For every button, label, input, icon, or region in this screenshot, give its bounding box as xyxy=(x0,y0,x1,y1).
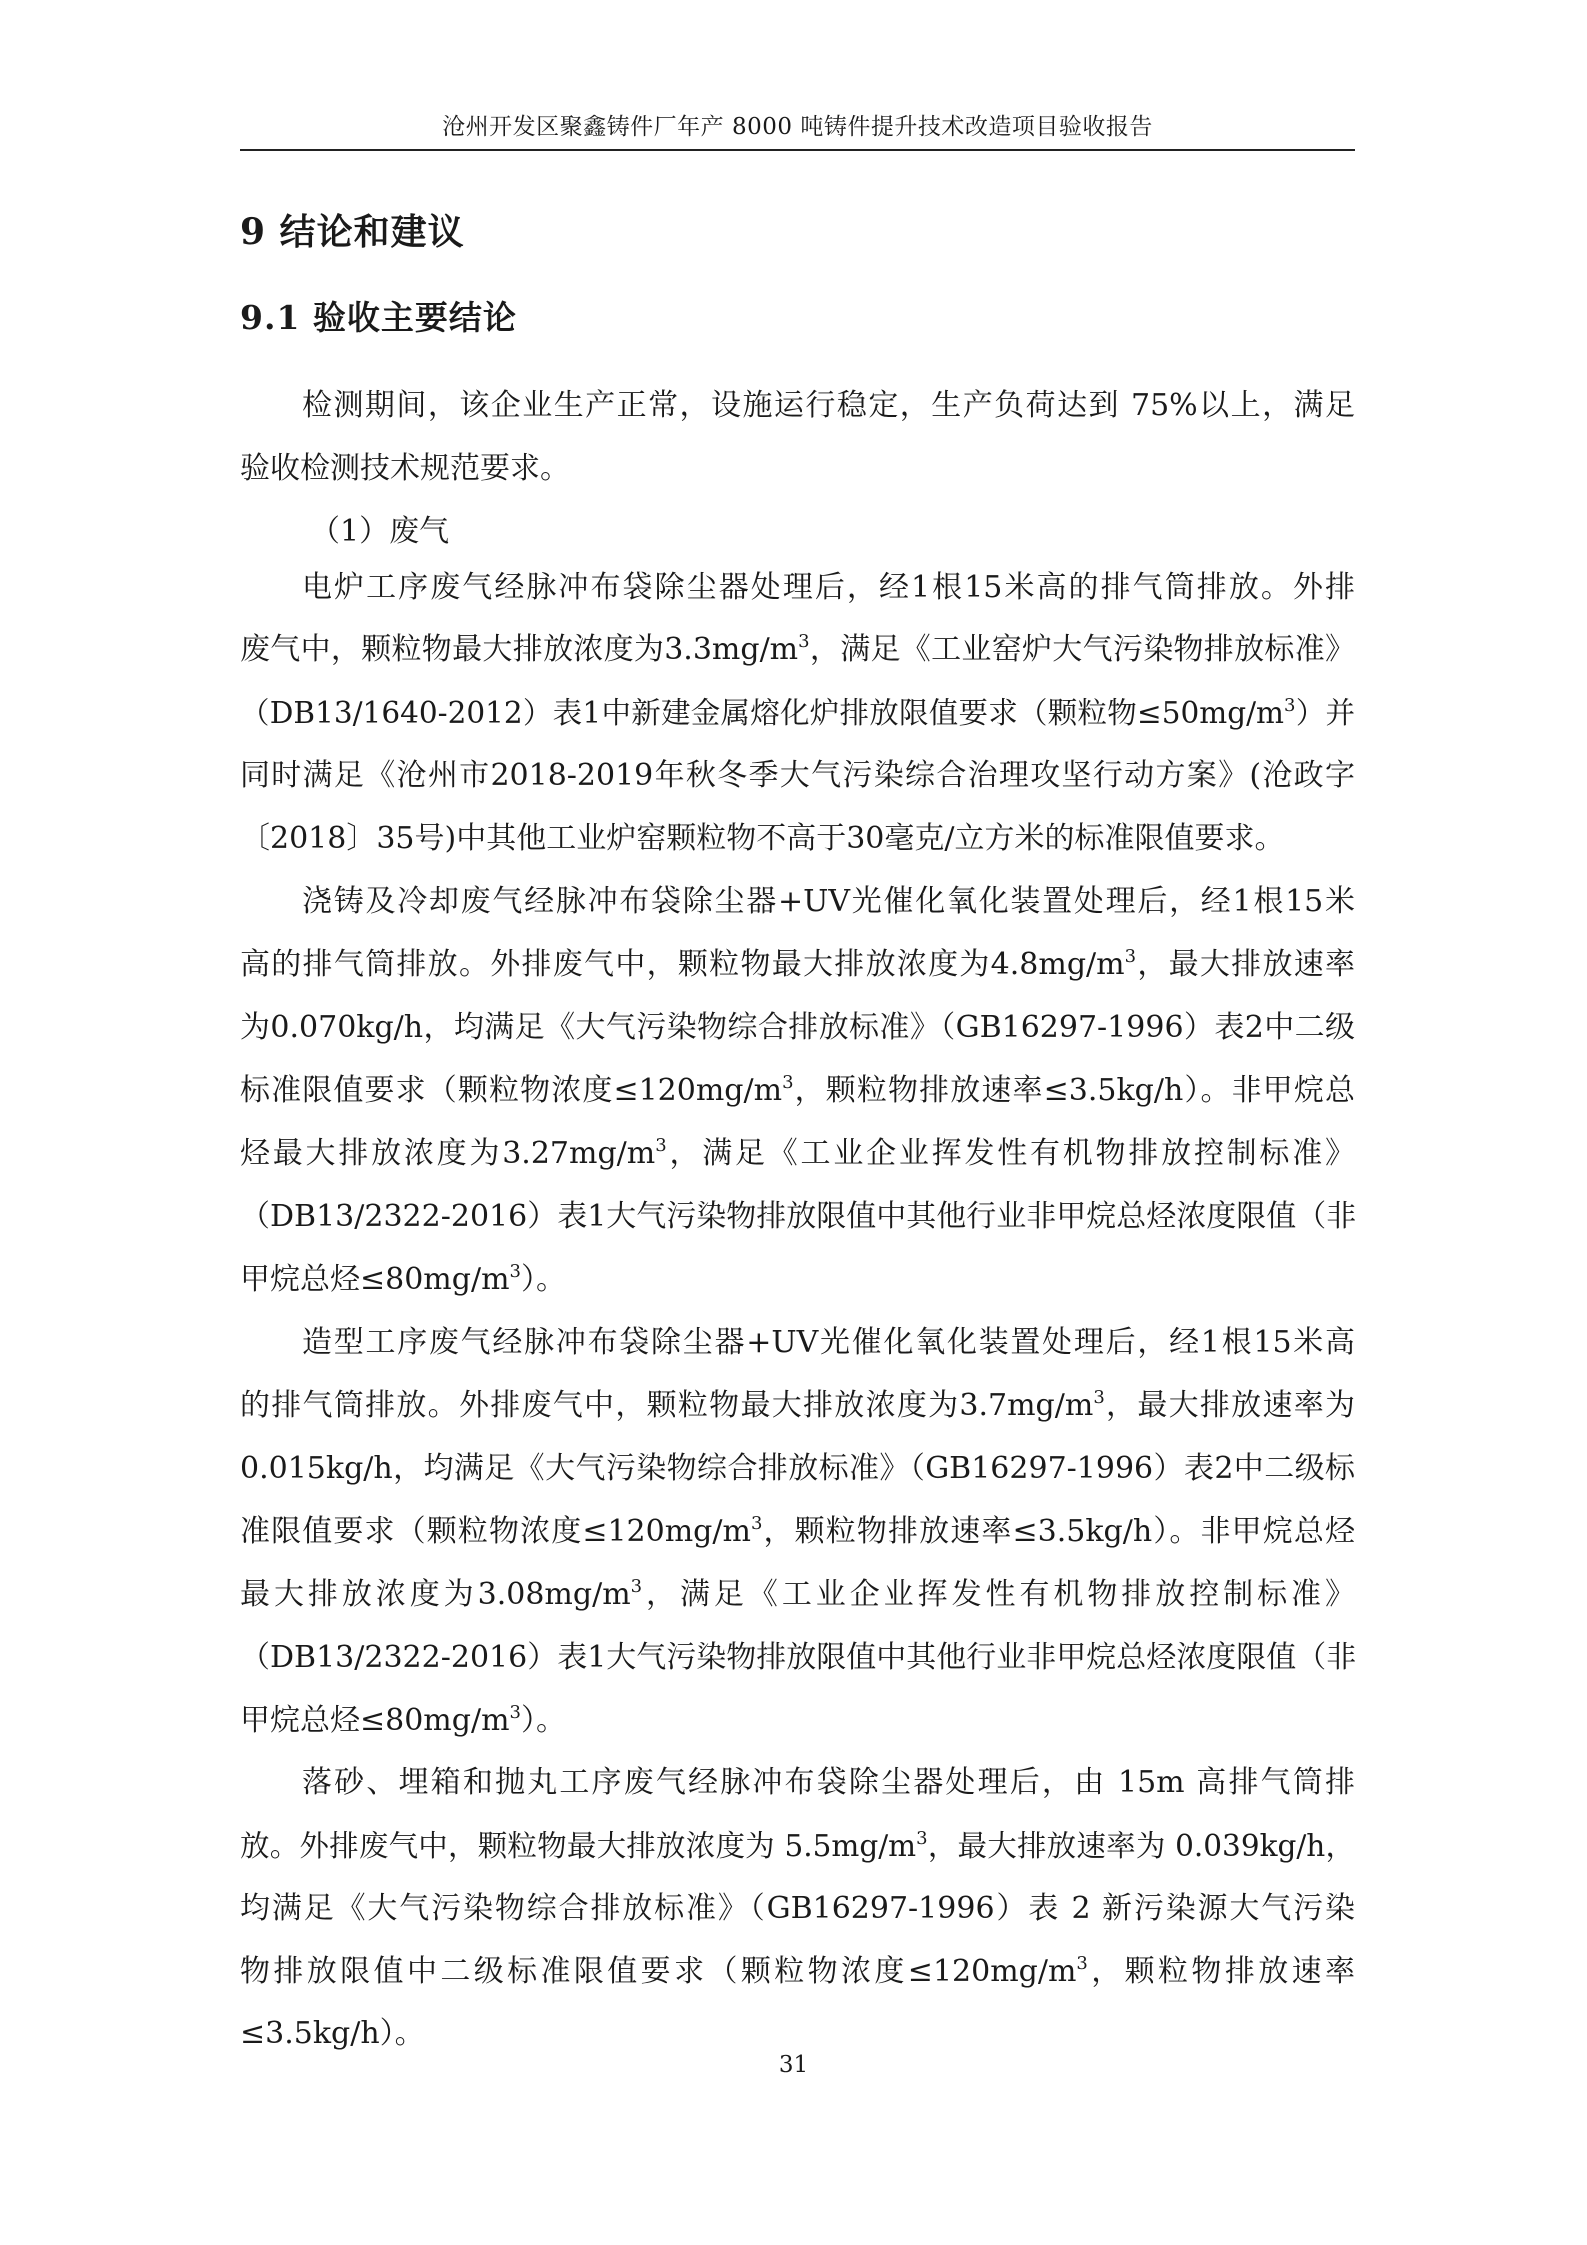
text-line: （DB13/2322-2016）表1大气污染物排放限值中其他行业非甲烷总烃浓度限值（非 xyxy=(240,1199,1357,1234)
subsection-heading: 9.1 验收主要结论 xyxy=(240,298,517,337)
text-line: 物排放限值中二级标准限值要求（颗粒物浓度$\le 120mg/m^3$，颗粒物排放速率 xyxy=(240,1953,1355,1989)
text-line: ≤3.5kg/h）。 xyxy=(240,2016,425,2051)
text-line: 0.015kg/h，均满足《大气污染物综合排放标准》（GB16297-1996）表2中二级标 xyxy=(240,1451,1355,1486)
section-heading: 9 结论和建议 xyxy=(240,211,465,253)
text-line: 的排气筒排放。外排废气中，颗粒物最大排放浓度为$3.7mg/m^3$，最大排放速率为 xyxy=(240,1387,1356,1423)
text-line: 〔2018〕35号)中其他工业炉窑颗粒物不高于30毫克/立方米的标准限值要求。 xyxy=(240,821,1285,856)
text-line: 同时满足《沧州市2018-2019年秋冬季大气污染综合治理攻坚行动方案》(沧政字 xyxy=(240,758,1355,793)
text-line: 验收检测技术规范要求。 xyxy=(240,451,570,486)
text-line: 浇铸及冷却废气经脉冲布袋除尘器+UV光催化氧化装置处理后，经1根15米 xyxy=(302,884,1355,919)
text-line: 落砂、埋箱和抛丸工序废气经脉冲布袋除尘器处理后，由 15m 高排气筒排 xyxy=(302,1765,1355,1800)
text-line: （DB13/1640-2012）表1中新建金属熔化炉排放限值要求（颗粒物$\le 50mg/m^3$）并 xyxy=(240,695,1355,730)
text-line: 放。外排废气中，颗粒物最大排放浓度为 $5.5mg/m^3$，最大排放速率为 0.039kg/h， xyxy=(240,1828,1356,1863)
text-line: （DB13/2322-2016）表1大气污染物排放限值中其他行业非甲烷总烃浓度限值（非 xyxy=(240,1640,1357,1675)
text-line: 造型工序废气经脉冲布袋除尘器+UV光催化氧化装置处理后，经1根15米高 xyxy=(302,1325,1355,1360)
text-line: 检测期间，该企业生产正常，设施运行稳定，生产负荷达到 75%以上，满足 xyxy=(302,388,1355,423)
running-header: 沧州开发区聚鑫铸件厂年产 8000 吨铸件提升技术改造项目验收报告 xyxy=(442,114,1153,140)
list-label: （1）废气 xyxy=(310,514,450,549)
text-line: 高的排气筒排放。外排废气中，颗粒物最大排放浓度为$4.8mg/m^3$，最大排放速率 xyxy=(240,946,1355,982)
text-line: 为0.070kg/h，均满足《大气污染物综合排放标准》（GB16297-1996）表2中二级 xyxy=(240,1010,1355,1045)
text-line: 标准限值要求（颗粒物浓度$\le 120mg/m^3$，颗粒物排放速率≤3.5kg/h）。非甲烷总 xyxy=(240,1072,1355,1108)
text-line: 烃最大排放浓度为$3.27mg/m^3$，满足《工业企业挥发性有机物排放控制标准》 xyxy=(240,1135,1355,1171)
text-line: 均满足《大气污染物综合排放标准》（GB16297-1996）表 2 新污染源大气污染 xyxy=(240,1891,1355,1926)
text-line: 最大排放浓度为$3.08mg/m^3$，满足《工业企业挥发性有机物排放控制标准》 xyxy=(240,1576,1355,1612)
text-line: 甲烷总烃$\le 80mg/m^3$）。 xyxy=(240,1702,566,1738)
text-line: 电炉工序废气经脉冲布袋除尘器处理后，经1根15米高的排气筒排放。外排 xyxy=(302,570,1355,605)
text-line: 废气中，颗粒物最大排放浓度为$3.3mg/m^3$，满足《工业窑炉大气污染物排放标准》 xyxy=(240,631,1356,667)
header-rule xyxy=(240,149,1355,151)
text-line: 准限值要求（颗粒物浓度$\le 120mg/m^3$，颗粒物排放速率≤3.5kg/h）。非甲烷总烃 xyxy=(240,1513,1355,1549)
page-number: 31 xyxy=(778,2052,809,2078)
text-line: 甲烷总烃$\le 80mg/m^3$）。 xyxy=(240,1261,566,1297)
